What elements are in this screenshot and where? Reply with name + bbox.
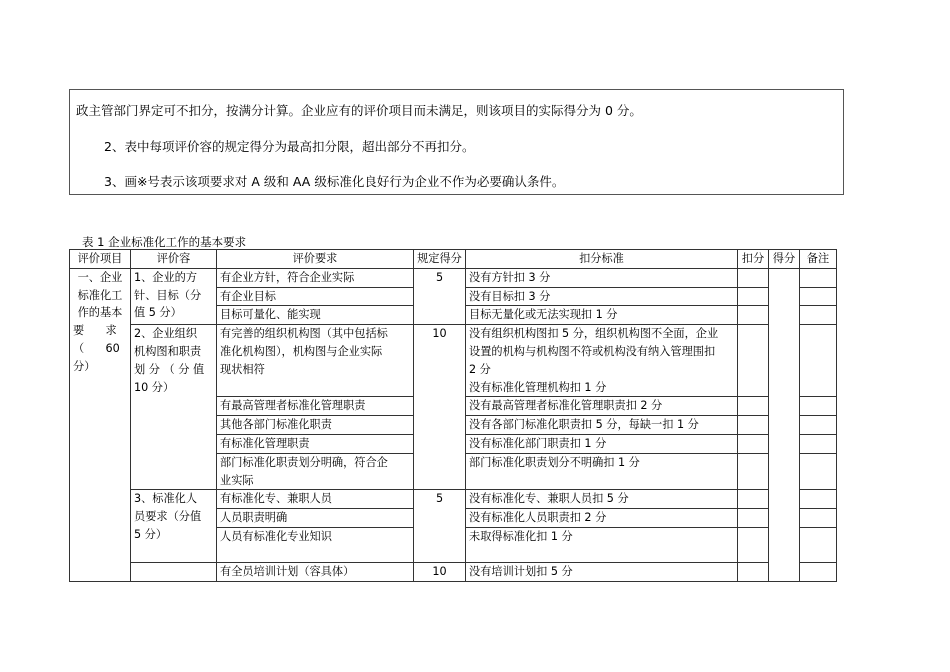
category-line: 标准化工 [77, 288, 123, 302]
deduction-line: 2 分 [469, 362, 491, 376]
deduction-cell: 没有培训计划扣 5 分 [466, 562, 738, 581]
remark-cell[interactable] [800, 509, 837, 528]
table-row [70, 562, 837, 581]
requirement-cell: 有标准化专、兼职人员 [217, 490, 414, 509]
requirement-cell: 有企业目标 [217, 287, 414, 306]
table-caption: 表 1 企业标准化工作的基本要求 [82, 235, 247, 249]
deduction-cell [466, 325, 738, 397]
header-row [70, 250, 837, 269]
deduction-cell: 目标无量化或无法实现扣 1 分 [466, 306, 738, 325]
header-cell: 规定得分 [414, 250, 466, 269]
score-cell: 10 [414, 325, 466, 490]
deduct-input-cell[interactable] [738, 434, 769, 453]
requirement-cell: 目标可量化、能实现 [217, 306, 414, 325]
table-row [70, 325, 837, 397]
remark-cell[interactable] [800, 490, 837, 509]
header-cell: 扣分标准 [466, 250, 738, 269]
deduct-input-cell[interactable] [738, 490, 769, 509]
category-line: 作的基本 [77, 306, 123, 320]
deduction-cell: 没有标准化人员职责扣 2 分 [466, 509, 738, 528]
header-cell: 扣分 [738, 250, 769, 269]
content-cell [131, 268, 217, 324]
deduct-input-cell[interactable] [738, 527, 769, 562]
remark-cell[interactable] [800, 416, 837, 435]
deduct-input-cell[interactable] [738, 268, 769, 287]
remark-cell[interactable] [800, 434, 837, 453]
requirement-cell [217, 453, 414, 490]
header-cell: 备注 [800, 250, 837, 269]
remark-cell[interactable] [800, 325, 837, 397]
deduction-line: 设置的机构与机构图不符或机构没有纳入管理围扣 [469, 344, 716, 358]
content-cell [131, 562, 217, 581]
content-line: 值 5 分） [134, 306, 182, 320]
content-cell [131, 325, 217, 490]
remark-cell[interactable] [800, 453, 837, 490]
category-cell [70, 268, 131, 581]
deduction-line: 没有标准化管理机构扣 1 分 [469, 380, 607, 394]
category-line: 一、企业 [77, 270, 123, 284]
category-line: 分） [73, 359, 96, 373]
content-line: 划 分 （ 分 值 [134, 362, 205, 376]
content-line: 10 分） [134, 380, 175, 394]
content-line: 3、标准化人 [134, 492, 198, 506]
score-cell: 10 [414, 562, 466, 581]
requirement-cell: 其他各部门标准化职责 [217, 416, 414, 435]
requirement-line: 准化机构图），机构图与企业实际 [220, 344, 383, 358]
content-line: 机构图和职责 [134, 344, 202, 358]
requirement-cell: 有全员培训计划（容具体） [217, 562, 414, 581]
deduct-input-cell[interactable] [738, 325, 769, 397]
remark-cell[interactable] [800, 527, 837, 562]
notes-box [69, 89, 844, 195]
deduct-input-cell[interactable] [738, 306, 769, 325]
note-line-3: 3、画※号表示该项要求对 A 级和 AA 级标准化良好行为企业不作为必要确认条件。 [104, 174, 565, 189]
remark-cell[interactable] [800, 287, 837, 306]
deduction-cell: 没有标准化专、兼职人员扣 5 分 [466, 490, 738, 509]
requirement-line: 部门标准化职责划分明确，符合企 [220, 455, 388, 469]
content-line: 2、企业组织 [134, 327, 198, 341]
score-cell: 5 [414, 268, 466, 324]
deduction-cell: 没有各部门标准化职责扣 5 分，每缺一扣 1 分 [466, 416, 738, 435]
table-row [70, 490, 837, 509]
requirement-cell: 有标准化管理职责 [217, 434, 414, 453]
content-cell [131, 490, 217, 563]
content-line: 5 分） [134, 527, 168, 541]
note-line-2: 2、表中每项评价容的规定得分为最高扣分限，超出部分不再扣分。 [104, 139, 475, 154]
score-input-cell[interactable] [769, 268, 800, 581]
deduction-cell: 未取得标准化扣 1 分 [466, 527, 738, 562]
deduct-input-cell[interactable] [738, 416, 769, 435]
remark-cell[interactable] [800, 268, 837, 287]
requirement-cell: 人员有标准化专业知识 [217, 527, 414, 562]
deduct-input-cell[interactable] [738, 453, 769, 490]
remark-cell[interactable] [800, 306, 837, 325]
remark-cell[interactable] [800, 562, 837, 581]
content-line: 针、目标（分 [134, 288, 202, 302]
requirement-line: 有完善的组织机构图（其中包括标 [220, 327, 388, 341]
deduction-line: 没有组织机构图扣 5 分，组织机构图不全面，企业 [469, 327, 719, 341]
requirement-line: 现状相符 [220, 362, 265, 376]
deduction-cell: 没有标准化部门职责扣 1 分 [466, 434, 738, 453]
requirement-cell: 有企业方针，符合企业实际 [217, 268, 414, 287]
deduction-cell: 没有最高管理者标准化管理职责扣 2 分 [466, 397, 738, 416]
table-row [70, 268, 837, 287]
header-cell: 评价项目 [70, 250, 131, 269]
deduct-input-cell[interactable] [738, 562, 769, 581]
requirement-cell [217, 325, 414, 397]
note-line-1: 政主管部门界定可不扣分，按满分计算。企业应有的评价项目而未满足，则该项目的实际得分为 0 分。 [76, 103, 642, 118]
requirement-cell: 有最高管理者标准化管理职责 [217, 397, 414, 416]
category-line: 要 求 [73, 324, 117, 338]
content-line: 1、企业的方 [134, 270, 198, 284]
deduct-input-cell[interactable] [738, 397, 769, 416]
header-cell: 评价要求 [217, 250, 414, 269]
score-cell: 5 [414, 490, 466, 563]
category-line: （ 60 [73, 341, 120, 355]
deduction-cell: 没有目标扣 3 分 [466, 287, 738, 306]
requirements-table [69, 249, 837, 582]
header-cell: 得分 [769, 250, 800, 269]
remark-cell[interactable] [800, 397, 837, 416]
deduction-cell: 没有方针扣 3 分 [466, 268, 738, 287]
content-line: 员要求（分值 [134, 510, 202, 524]
requirement-cell: 人员职责明确 [217, 509, 414, 528]
deduct-input-cell[interactable] [738, 509, 769, 528]
deduction-cell: 部门标准化职责划分不明确扣 1 分 [466, 453, 738, 490]
header-cell: 评价容 [131, 250, 217, 269]
requirement-line: 业实际 [220, 473, 254, 487]
deduct-input-cell[interactable] [738, 287, 769, 306]
